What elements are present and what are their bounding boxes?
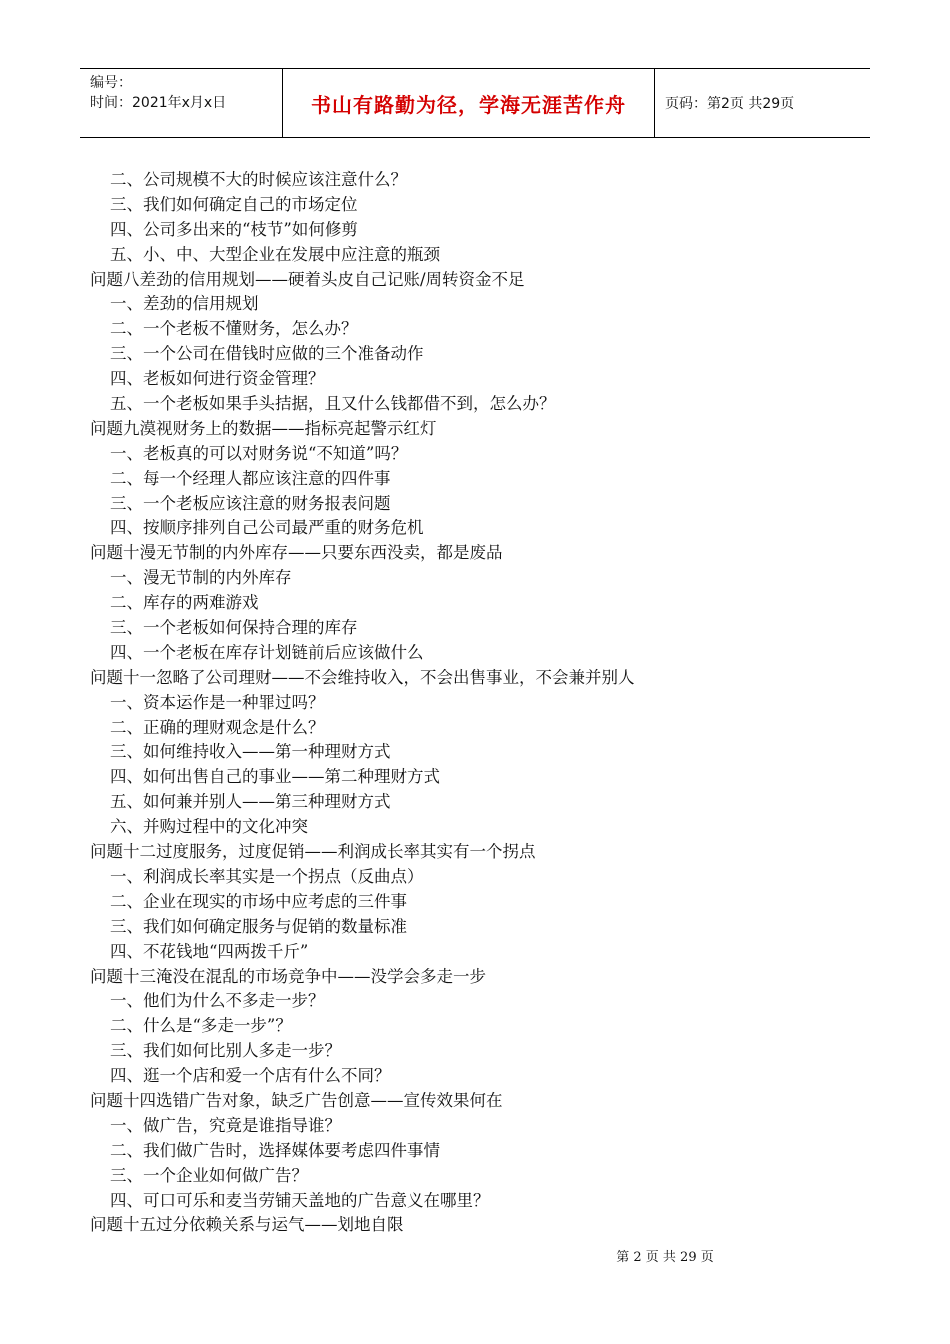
outline-subitem: 一、老板真的可以对财务说“不知道”吗？ (110, 443, 408, 463)
outline-subitem: 一、漫无节制的内外库存 (110, 568, 292, 588)
header-meta (80, 69, 283, 137)
outline-heading: 问题十一忽略了公司理财——不会维持收入，不会出售事业，不会兼并别人 (90, 667, 635, 687)
outline-subitem: 四、可口可乐和麦当劳铺天盖地的广告意义在哪里？ (110, 1190, 490, 1210)
outline-heading: 问题九漠视财务上的数据——指标亮起警示红灯 (90, 418, 437, 438)
header-motto: 书山有路勤为径，学海无涯苦作舟 (283, 69, 655, 137)
outline-subitem: 二、企业在现实的市场中应考虑的三件事 (110, 891, 407, 911)
outline-heading: 问题十漫无节制的内外库存——只要东西没卖，都是废品 (90, 543, 503, 563)
outline-subitem: 四、老板如何进行资金管理？ (110, 369, 325, 389)
page-footer: 第 2 页 共 29 页 (616, 1250, 714, 1265)
outline-subitem: 四、逛一个店和爱一个店有什么不同？ (110, 1066, 391, 1086)
outline-subitem: 一、利润成长率其实是一个拐点（反曲点） (110, 866, 424, 886)
outline-subitem: 五、小、中、大型企业在发展中应注意的瓶颈 (110, 244, 440, 264)
outline-subitem: 三、一个企业如何做广告？ (110, 1165, 308, 1185)
page-header (80, 68, 870, 138)
outline-subitem: 三、一个老板如何保持合理的库存 (110, 618, 358, 638)
outline-subitem: 六、并购过程中的文化冲突 (110, 817, 308, 837)
outline-subitem: 三、我们如何确定服务与促销的数量标准 (110, 916, 407, 936)
outline-heading: 问题十四选错广告对象，缺乏广告创意——宣传效果何在 (90, 1090, 503, 1110)
outline-subitem: 五、一个老板如果手头拮据，且又什么钱都借不到，怎么办？ (110, 394, 556, 414)
number-label: 编号： (90, 75, 132, 91)
outline-subitem: 二、我们做广告时，选择媒体要考虑四件事情 (110, 1140, 440, 1160)
outline-subitem: 五、如何兼并别人——第三种理财方式 (110, 792, 391, 812)
outline-subitem: 二、一个老板不懂财务，怎么办？ (110, 319, 358, 339)
outline-subitem: 一、做广告，究竟是谁指导谁？ (110, 1115, 341, 1135)
outline-heading: 问题十五过分依赖关系与运气——划地自限 (90, 1215, 404, 1235)
outline-subitem: 三、我们如何比别人多走一步？ (110, 1041, 341, 1061)
outline-subitem: 一、差劲的信用规划 (110, 294, 259, 314)
outline-subitem: 三、如何维持收入——第一种理财方式 (110, 742, 391, 762)
outline-subitem: 一、资本运作是一种罪过吗？ (110, 692, 325, 712)
time-label: 时间：2021年x月x日 (90, 95, 227, 111)
outline-subitem: 三、一个公司在借钱时应做的三个准备动作 (110, 344, 424, 364)
outline-heading: 问题十二过度服务，过度促销——利润成长率其实有一个拐点 (90, 842, 536, 862)
outline-subitem: 四、一个老板在库存计划链前后应该做什么 (110, 642, 424, 662)
outline-subitem: 三、一个老板应该注意的财务报表问题 (110, 493, 391, 513)
outline-subitem: 二、正确的理财观念是什么？ (110, 717, 325, 737)
document-body (90, 168, 850, 1238)
outline-subitem: 一、他们为什么不多走一步？ (110, 991, 325, 1011)
header-page-label: 页码：第2页 共29页 (665, 96, 795, 112)
outline-subitem: 二、库存的两难游戏 (110, 593, 259, 613)
outline-subitem: 二、每一个经理人都应该注意的四件事 (110, 468, 391, 488)
outline-heading: 问题八差劲的信用规划——硬着头皮自己记账/周转资金不足 (90, 269, 525, 289)
outline-subitem: 四、公司多出来的“枝节”如何修剪 (110, 219, 358, 239)
outline-subitem: 三、我们如何确定自己的市场定位 (110, 194, 358, 214)
outline-subitem: 四、不花钱地“四两拨千斤” (110, 941, 309, 961)
outline-subitem: 二、公司规模不大的时候应该注意什么？ (110, 170, 407, 189)
outline-heading: 问题十三淹没在混乱的市场竞争中——没学会多走一步 (90, 966, 486, 986)
outline-subitem: 二、什么是“多走一步”？ (110, 1016, 292, 1036)
outline-subitem: 四、如何出售自己的事业——第二种理财方式 (110, 767, 440, 787)
outline-subitem: 四、按顺序排列自己公司最严重的财务危机 (110, 518, 424, 538)
